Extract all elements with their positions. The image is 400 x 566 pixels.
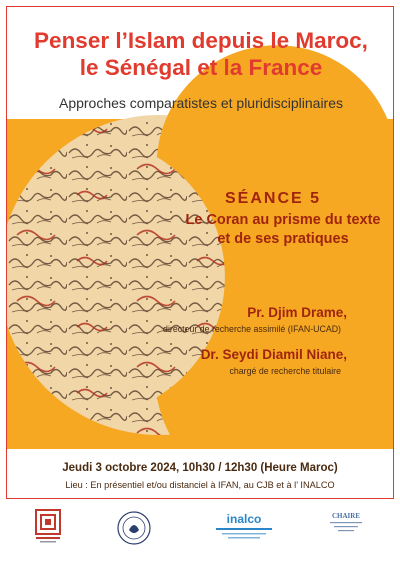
title-line-1: Penser l’Islam depuis le Maroc, xyxy=(34,28,368,53)
event-location: Lieu : En présentiel et/ou distanciel à IFAN, au CJB et à l’ INALCO xyxy=(65,480,335,490)
cjb-maze-icon xyxy=(34,508,62,544)
inalco-logo xyxy=(214,512,274,547)
chaire-logo-text: CHAIRE xyxy=(331,512,360,520)
page-title xyxy=(7,27,394,81)
poster-frame xyxy=(6,6,394,499)
event-datetime: Jeudi 3 octobre 2024, 10h30 / 12h30 (Heure Maroc) xyxy=(62,462,338,474)
chaire-logo xyxy=(326,512,366,539)
partner-logos xyxy=(0,508,400,558)
speaker-1-role: directeur de recherche assimilé (IFAN-UCAD) xyxy=(163,324,341,334)
speaker-1-name: Pr. Djim Drame, xyxy=(247,305,347,320)
speaker-2-name: Dr. Seydi Diamil Niane, xyxy=(200,347,347,362)
subtitle: Approches comparatistes et pluridisciplinaires xyxy=(58,95,344,111)
speaker-2-role: chargé de recherche titulaire xyxy=(229,366,341,376)
inalco-logo-icon xyxy=(214,526,274,542)
session-topic xyxy=(171,211,394,249)
inalco-logo-text: inalco xyxy=(226,512,262,526)
session-label: SÉANCE 5 xyxy=(225,190,322,207)
topic-line-1: Le Coran au prisme du texte xyxy=(185,212,381,228)
topic-line-2: et de ses pratiques xyxy=(217,231,349,247)
footer-band xyxy=(7,449,394,499)
chaire-logo-icon xyxy=(326,520,366,534)
title-line-2: le Sénégal et la France xyxy=(79,55,323,80)
ifan-seal-icon xyxy=(116,510,152,546)
